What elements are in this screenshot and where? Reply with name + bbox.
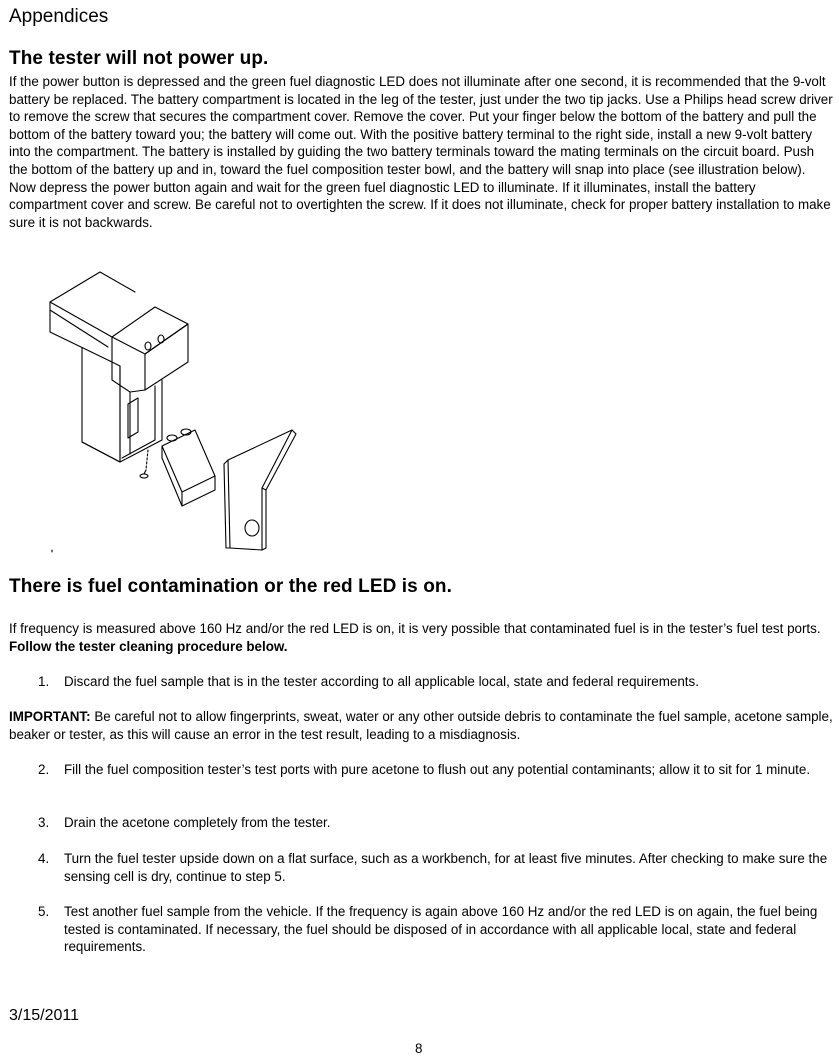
step-text: Drain the acetone completely from the tester. bbox=[64, 815, 331, 830]
important-text: Be careful not to allow fingerprints, sweat, water or any other outside debris to contaminate the fuel sample, acetone sample, beaker or tester, as this will cause an error in the test result, leading to a misdiagnosis. bbox=[9, 709, 833, 742]
list-item bbox=[38, 673, 828, 691]
page-number: 8 bbox=[415, 1041, 423, 1056]
step-number: 3. bbox=[38, 815, 50, 830]
screw bbox=[140, 450, 148, 478]
list-item bbox=[38, 903, 828, 956]
footer-date: 3/15/2011 bbox=[9, 1007, 79, 1024]
compartment-cover bbox=[224, 430, 296, 550]
battery-installation-illustration bbox=[40, 262, 310, 557]
tester-head bbox=[112, 307, 188, 392]
power-body: If the power button is depressed and the green fuel diagnostic LED does not illuminate after one second, it is recommended that the 9-volt battery be replaced. The battery compartment is located in the leg of the tester, just under the two tip jacks. Use a Philips head screw driver to remove the screw that secures the compartment cover. Remove the cover. Put your finger below the bottom of the battery and pull the bottom of the battery toward you; the battery will come out. With the positive battery terminal to the right side, install a new 9-volt battery into the compartment. The battery is installed by guiding the two battery terminals toward the mating terminals on the circuit board. Push the bottom of the battery up and in, toward the fuel composition tester bowl, and the battery will snap into place (see illustration below). Now depress the power button again and wait for the green fuel diagnostic LED to illuminate. If it illuminates, install the battery compartment cover and screw. Be careful not to overtighten the screw. If it does not illuminate, check for proper battery installation to make sure it is not backwards. bbox=[9, 74, 833, 230]
tip-jack-2 bbox=[158, 335, 164, 343]
list-item bbox=[38, 761, 828, 779]
contamination-heading: There is fuel contamination or the red LED is on. bbox=[9, 576, 453, 597]
tester-leg bbox=[82, 348, 162, 462]
step-text: Turn the fuel tester upside down on a flat surface, such as a workbench, for at least five minutes. After checking to make sure the sensing cell is dry, continue to step 5. bbox=[64, 851, 828, 884]
step-number: 5. bbox=[38, 904, 50, 919]
list-item bbox=[38, 814, 828, 832]
section-header: Appendices bbox=[9, 6, 109, 27]
important-note bbox=[9, 708, 835, 743]
step-text: Test another fuel sample from the vehicle. If the frequency is again above 160 Hz and/or the red LED is on again, the fuel being tested is contaminated. If necessary, the fuel should be disposed of in accordance with all applicable local, state and federal requirements. bbox=[64, 904, 818, 955]
step-number: 4. bbox=[38, 851, 50, 866]
step-text: Fill the fuel composition tester’s test ports with pure acetone to flush out any potential contaminants; allow it to sit for 1 minute. bbox=[64, 762, 811, 777]
contamination-intro bbox=[9, 620, 835, 655]
step-text: Discard the fuel sample that is in the tester according to all applicable local, state and federal requirements. bbox=[64, 674, 699, 689]
intro-bold-text: Follow the tester cleaning procedure below. bbox=[9, 638, 288, 654]
power-heading: The tester will not power up. bbox=[9, 48, 269, 69]
tip-jack-1 bbox=[145, 342, 151, 350]
tester-arm bbox=[50, 272, 135, 362]
intro-text: If frequency is measured above 160 Hz and/or the red LED is on, it is very possible that contaminated fuel is in the tester’s fuel test ports. bbox=[9, 621, 821, 636]
step-number: 2. bbox=[38, 762, 50, 777]
nine-volt-battery bbox=[162, 429, 215, 506]
important-label: IMPORTANT: bbox=[9, 709, 91, 724]
list-item bbox=[38, 850, 828, 885]
step-number: 1. bbox=[38, 674, 50, 689]
